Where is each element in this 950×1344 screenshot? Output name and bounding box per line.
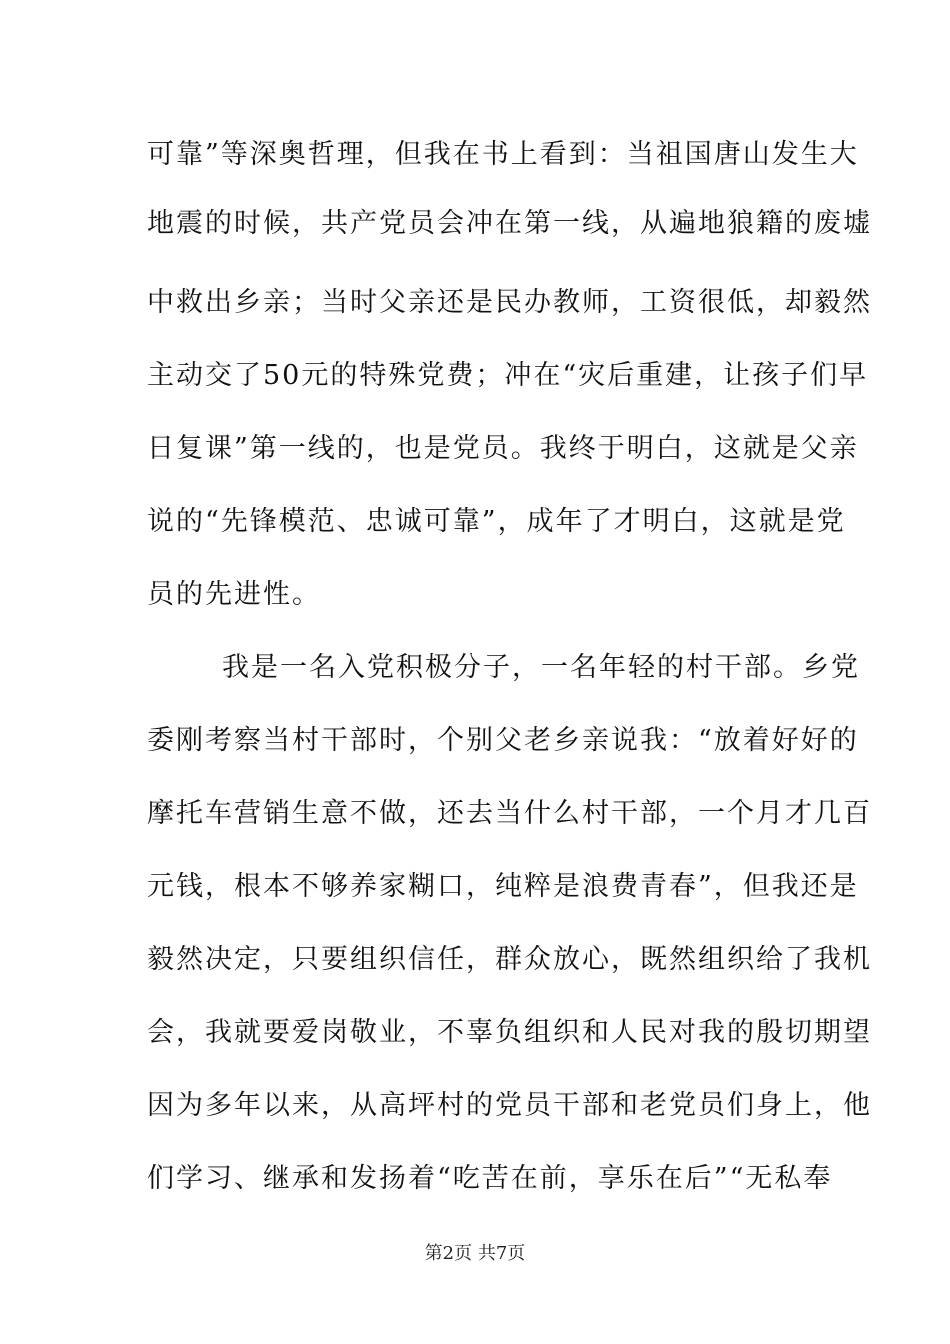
- text-line-14: 因为多年以来，从高坪村的党员干部和老党员们身上，他: [147, 1090, 872, 1121]
- text-line-8: 我是一名入党积极分子，一名年轻的村干部。乡党: [222, 652, 860, 683]
- text-line-13: 会，我就要爱岗敬业，不辜负组织和人民对我的殷切期望: [147, 1017, 872, 1048]
- text-line-4: 主动交了50元的特殊党费；冲在“灾后重建，让孩子们早: [147, 360, 869, 391]
- text-line-11: 元钱，根本不够养家糊口，纯粹是浪费青春”，但我还是: [147, 871, 859, 902]
- text-line-7: 员的先进性。: [147, 579, 321, 610]
- text-line-6: 说的“先锋模范、忠诚可靠”，成年了才明白，这就是党: [147, 506, 846, 537]
- text-line-5: 日复课”第一线的，也是党员。我终于明白，这就是父亲: [147, 433, 859, 464]
- text-line-15: 们学习、继承和发扬着“吃苦在前，享乐在后”“无私奉: [147, 1163, 833, 1194]
- text-line-2: 地震的时候，共产党员会冲在第一线，从遍地狼籍的废墟: [147, 208, 872, 239]
- text-line-10: 摩托车营销生意不做，还去当什么村干部，一个月才几百: [147, 798, 872, 829]
- text-line-12: 毅然决定，只要组织信任，群众放心，既然组织给了我机: [147, 944, 872, 975]
- text-line-3: 中救出乡亲；当时父亲还是民办教师，工资很低，却毅然: [147, 287, 872, 318]
- text-line-9: 委刚考察当村干部时，个别父老乡亲说我：“放着好好的: [147, 725, 859, 756]
- text-line-1: 可靠”等深奥哲理，但我在书上看到：当祖国唐山发生大: [147, 139, 859, 170]
- page-footer: 第2页 共7页: [424, 1243, 526, 1264]
